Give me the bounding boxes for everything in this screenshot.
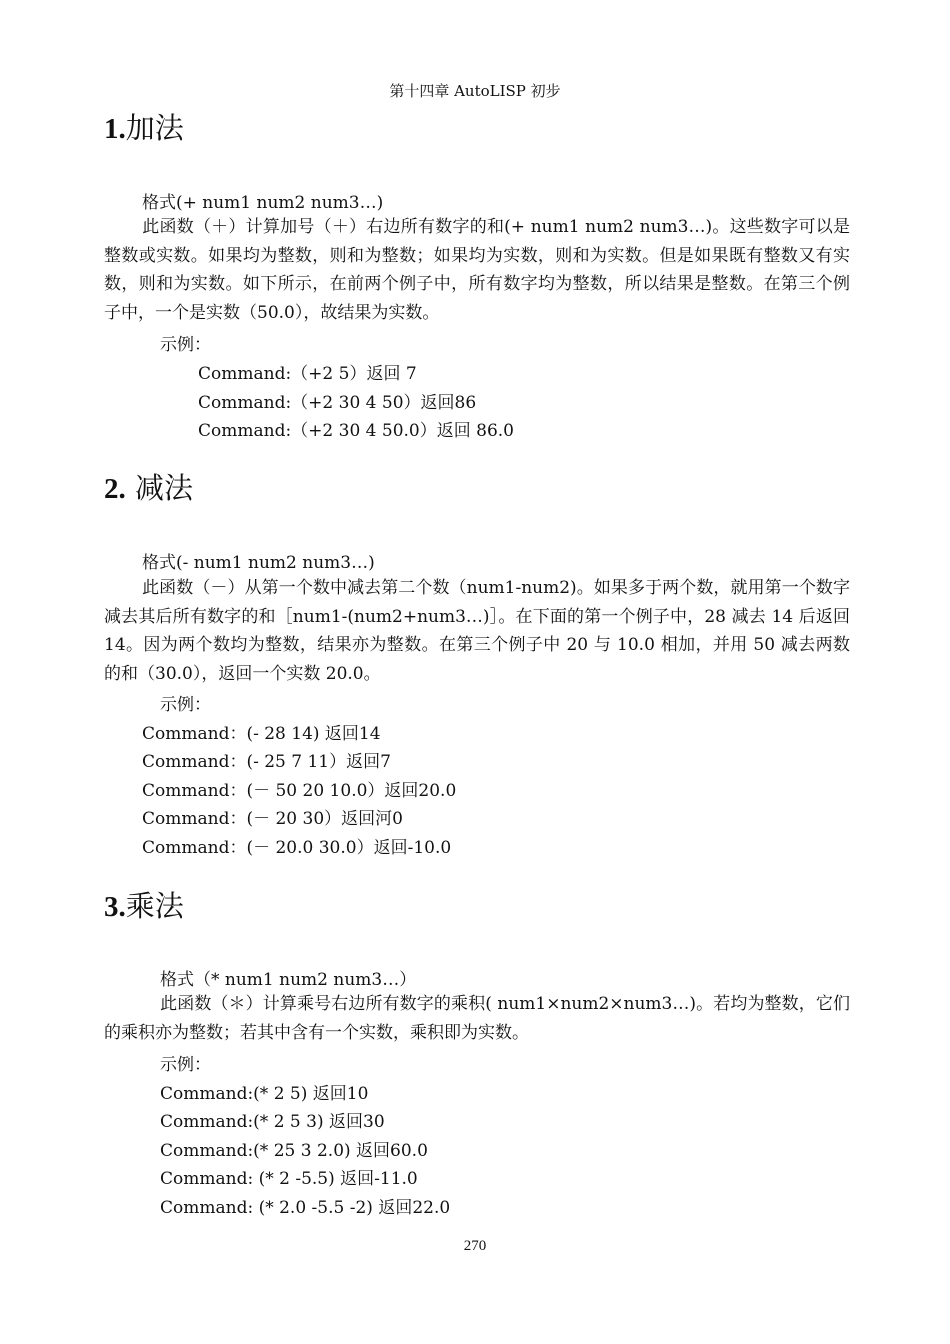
heading-number: 3. [104,891,126,923]
description-paragraph [104,990,850,1047]
heading-number: 2. [104,473,126,505]
section-heading-addition [104,106,184,147]
example-line: Command:(* 2 5 3) 返回30 [160,1112,385,1132]
heading-text: 减法 [125,471,193,505]
section-heading-multiplication [104,884,184,925]
example-line: Command:（+2 5）返回 7 [198,364,417,384]
example-line: Command:(* 25 3 2.0) 返回60.0 [160,1141,428,1161]
example-line: Command:（+2 30 4 50）返回86 [198,393,477,413]
example-line: Command：(－ 20.0 30.0）返回-10.0 [142,838,452,858]
example-label: 示例： [160,1055,211,1075]
format-line: 格式（* num1 num2 num3…） [160,970,417,990]
heading-text: 加法 [125,111,184,145]
example-line: Command:（+2 30 4 50.0）返回 86.0 [198,421,515,441]
format-line: 格式(- num1 num2 num3…) [142,553,375,573]
paragraph-text: 此函数（－）从第一个数中减去第二个数（num1-num2)。如果多于两个数，就用第一个数字减去其后所有数字的和［num1-(num2+num3…)］。在下面的第一个例子中，28 减去 14 后返回 14。因为两个数均为整数，结果亦为整数。在第三个例子中 20 与 10.0 相加，并用 50 减去两数的和（30.0），返回一个实数 20.0。 [104,578,850,684]
description-paragraph [104,213,850,327]
example-line: Command：(- 25 7 11）返回7 [142,752,391,772]
page-number: 270 [463,1238,487,1254]
example-line: Command：(－ 50 20 10.0）返回20.0 [142,781,457,801]
format-line: 格式(+ num1 num2 num3…) [142,193,384,213]
example-line: Command：(- 28 14) 返回14 [142,724,381,744]
paragraph-text: 此函数（＋）计算加号（＋）右边所有数字的和(+ num1 num2 num3…)。这些数字可以是整数或实数。如果均为整数，则和为整数；如果均为实数，则和为实数。但是如果既有整数又有实数，则和为实数。如下所示，在前两个例子中，所有数字均为整数，所以结果是整数。在第三个例子中，一个是实数（50.0），故结果为实数。 [104,217,850,323]
example-label: 示例： [160,695,211,715]
heading-text: 乘法 [125,889,184,923]
paragraph-text: 此函数（＊）计算乘号右边所有数字的乘积( num1×num2×num3…)。若均为整数，它们的乘积亦为整数；若其中含有一个实数，乘积即为实数。 [104,994,850,1043]
example-line: Command:(* 2 5) 返回10 [160,1084,369,1104]
heading-number: 1. [104,113,126,145]
running-header: 第十四章 AutoLISP 初步 [389,82,561,100]
section-heading-subtraction [104,466,193,507]
example-line: Command：(－ 20 30）返回河0 [142,809,403,829]
example-label: 示例： [160,335,211,355]
example-line: Command: (* 2 -5.5) 返回-11.0 [160,1169,418,1189]
description-paragraph [104,574,850,688]
example-line: Command: (* 2.0 -5.5 -2) 返回22.0 [160,1198,451,1218]
